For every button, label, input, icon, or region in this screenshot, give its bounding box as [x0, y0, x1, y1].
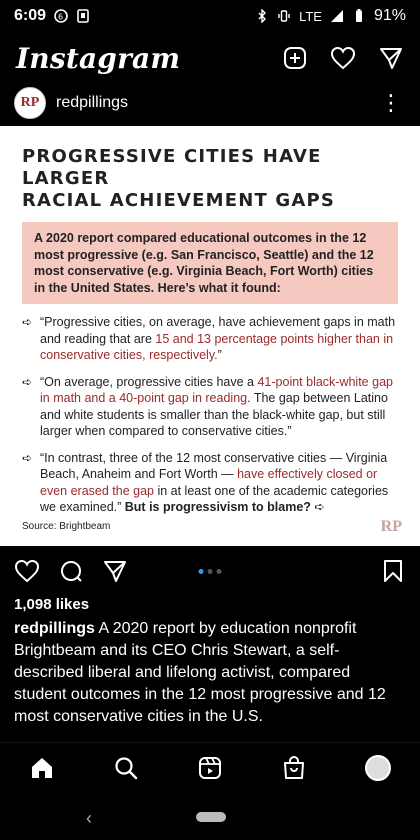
post-header	[0, 84, 420, 122]
profile-avatar	[365, 755, 391, 781]
save-button[interactable]	[380, 558, 406, 584]
carousel-indicator	[199, 569, 222, 574]
app-header	[0, 32, 420, 84]
home-icon	[30, 756, 54, 780]
quote-item	[22, 374, 398, 440]
like-count[interactable]: 1,098 likes	[14, 596, 90, 613]
reels-icon	[198, 756, 222, 780]
like-button[interactable]	[14, 558, 40, 584]
quote3-text-a: “In contrast, three of the 12 most conservative cities — Virginia Beach, Anaheim and Fort Worth —	[40, 450, 388, 481]
caption-text: A 2020 report by education nonprofit Brightbeam and its CEO Chris Stewart, a self-described liberal and lifelong activist, compared student outcomes in the 12 most progressive and 12 most conservative cities in the U.S.	[14, 620, 386, 725]
carousel-dot	[199, 569, 204, 574]
arrow-right-icon: ➪	[22, 374, 33, 389]
quote1-highlight: 15 and 13 percentage points higher than in conservative cities, respectively.	[40, 331, 394, 362]
signal-icon	[330, 9, 344, 23]
system-nav-bar	[0, 796, 420, 840]
shop-icon	[282, 756, 306, 780]
nav-profile[interactable]	[365, 755, 391, 781]
send-icon	[379, 46, 403, 70]
quote2-highlight: 41-point black-white gap in math and a 40-point gap in reading	[40, 374, 393, 405]
quote1-text-b: ”	[217, 348, 222, 362]
battery-percent: 91%	[373, 7, 406, 24]
quote2-text-b: . The gap between Latino and white students is smaller than the black-white gap, but still larger when compared to conservative cities.”	[40, 391, 388, 438]
quote3-bold: But is progressivism to blame?	[124, 500, 311, 514]
image-title	[22, 146, 398, 212]
instagram-logo: Instagram	[16, 41, 181, 75]
carousel-dot	[217, 569, 222, 574]
comment-icon	[59, 559, 83, 583]
image-callout: A 2020 report compared educational outcomes in the 12 most progressive (e.g. San Francisco, Seattle) and the 12 most conservative (e.g. Virginia Beach, Fort Worth) cities in the United States. Here’s what it found:	[22, 222, 398, 304]
post-actions	[0, 548, 420, 594]
nav-reels[interactable]	[197, 755, 223, 781]
share-button[interactable]	[102, 558, 128, 584]
quote-item	[22, 450, 398, 516]
svg-text:6: 6	[58, 12, 64, 22]
post-image[interactable]	[0, 126, 420, 546]
post-username[interactable]: redpillings	[56, 94, 129, 111]
nav-shop[interactable]	[281, 755, 307, 781]
quote2-text-a: “On average, progressive cities have a	[40, 374, 258, 389]
status-time: 6:09	[14, 7, 47, 24]
quote3-highlight: have effectively closed or even erased the gap	[40, 467, 378, 498]
quote1-text-a: “Progressive cities, on average, have achievement gaps in math and reading that are	[40, 315, 396, 346]
vibrate-icon	[277, 9, 291, 23]
image-title-line2: RACIAL ACHIEVEMENT GAPS	[22, 190, 336, 211]
arrow-right-icon: ➪	[314, 500, 325, 514]
post-caption	[14, 618, 406, 728]
lte-label: LTE	[299, 8, 322, 24]
heart-icon	[330, 46, 356, 70]
bluetooth-icon	[255, 9, 269, 23]
activity-button[interactable]	[330, 45, 356, 71]
bottom-nav	[0, 742, 420, 793]
status-bar	[0, 0, 420, 32]
battery-icon	[352, 9, 366, 23]
notification-icon	[54, 9, 68, 23]
comment-button[interactable]	[58, 558, 84, 584]
nav-search[interactable]	[113, 755, 139, 781]
avatar[interactable]: RP	[14, 87, 46, 119]
more-options-icon[interactable]: ⋮	[380, 90, 402, 115]
search-icon	[114, 756, 138, 780]
carousel-dot	[208, 569, 213, 574]
quote-item	[22, 314, 398, 364]
arrow-right-icon: ➪	[22, 450, 33, 465]
send-icon	[103, 559, 127, 583]
quote3-text-b: in at least one of the academic categories we examined.”	[40, 483, 389, 514]
home-gesture-pill[interactable]	[196, 812, 226, 822]
image-source: Source: Brightbeam	[22, 521, 111, 532]
image-title-line1: PROGRESSIVE CITIES HAVE LARGER	[22, 146, 322, 189]
bookmark-icon	[383, 559, 403, 583]
back-chevron-icon[interactable]: ‹	[86, 808, 92, 828]
sim-card-icon	[76, 9, 90, 23]
heart-icon	[14, 559, 40, 583]
arrow-right-icon: ➪	[22, 315, 33, 329]
direct-messages-button[interactable]	[378, 45, 404, 71]
watermark-logo: RP	[380, 518, 402, 535]
plus-square-icon	[283, 46, 307, 70]
nav-home[interactable]	[29, 755, 55, 781]
new-post-button[interactable]	[282, 45, 308, 71]
caption-username[interactable]: redpillings	[14, 620, 95, 637]
